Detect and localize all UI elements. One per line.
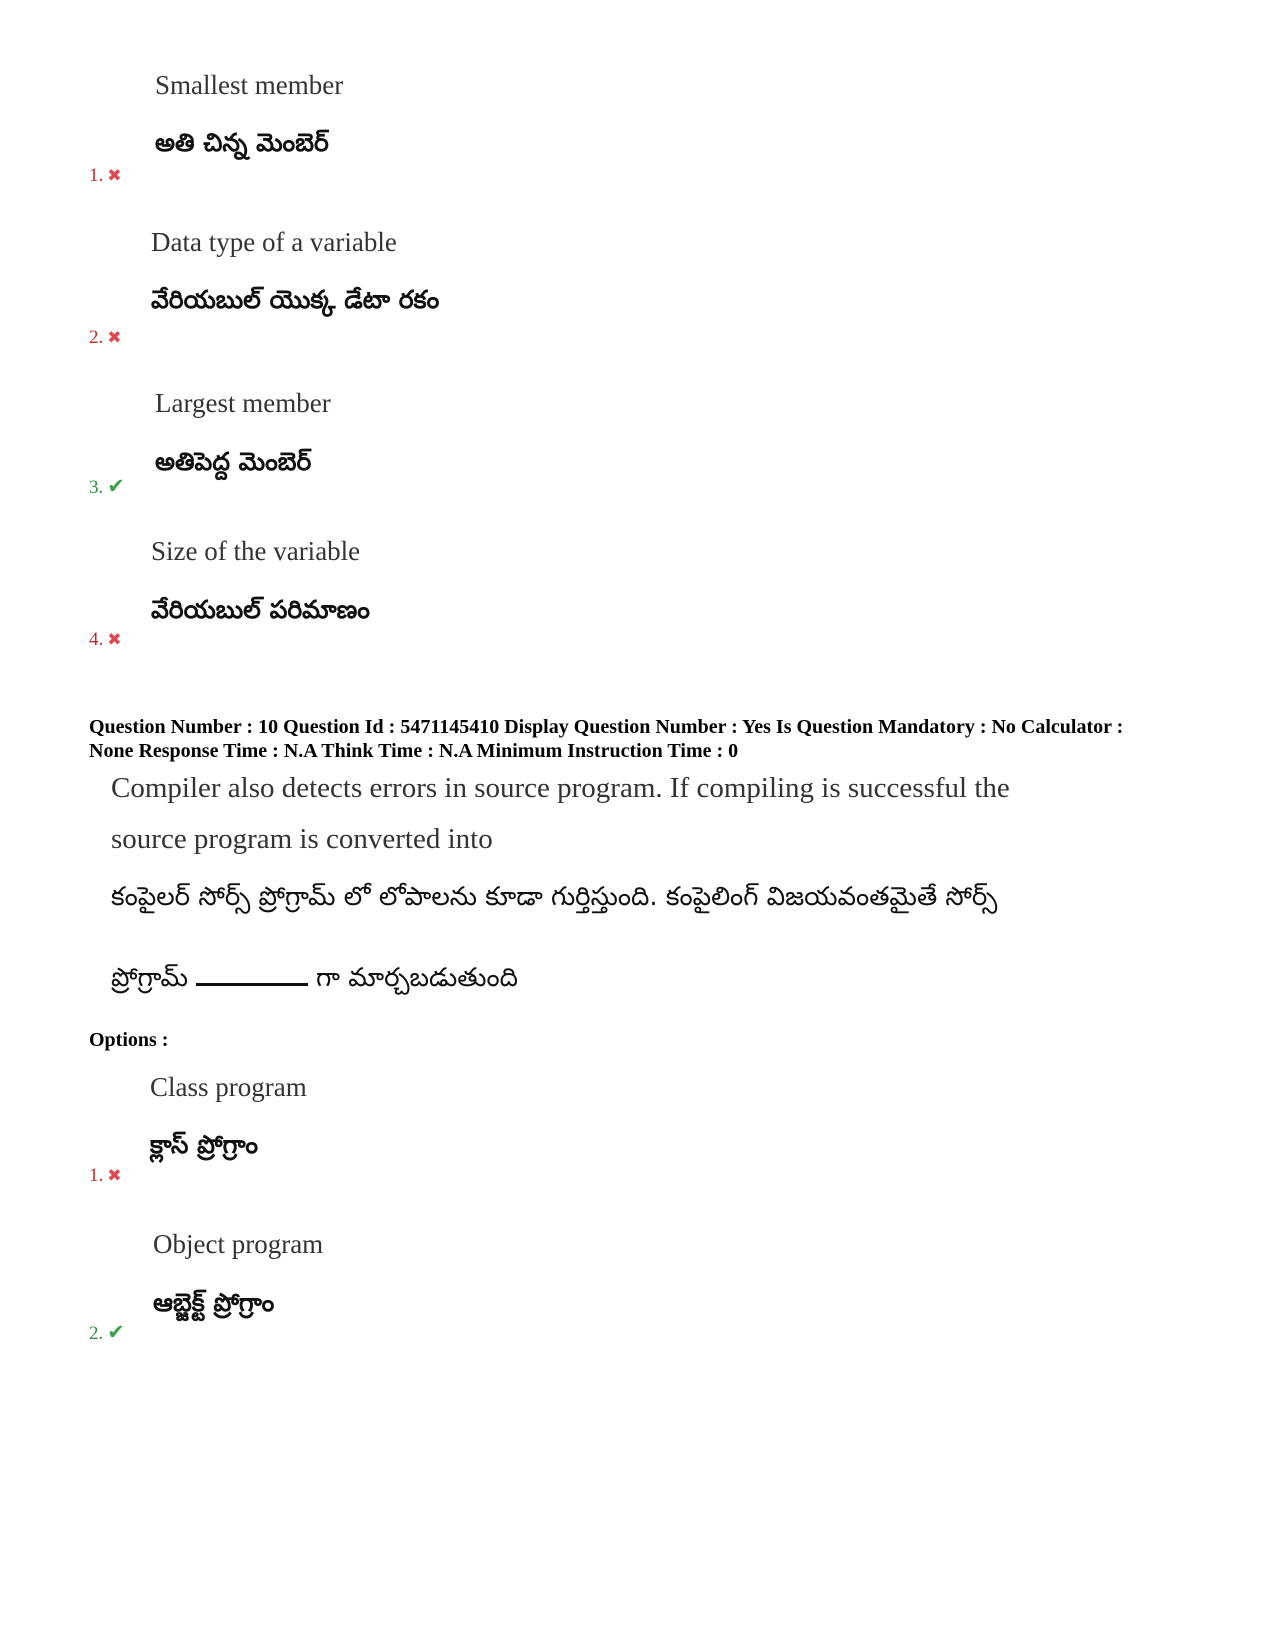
option-text-en: Largest member	[155, 388, 331, 418]
question-meta-line-1: Question Number : 10 Question Id : 5471145410 Display Question Number : Yes Is Question Mandatory : No Calculator :	[89, 716, 1124, 738]
option-text-te: ఆబ్జెక్ట్ ప్రోగ్రాం	[153, 1288, 275, 1317]
check-icon: ✔	[107, 474, 125, 498]
option-text-te: అతి చిన్న మెంబెర్	[155, 128, 329, 157]
option-number-label: 4.	[89, 629, 104, 650]
question-text-en-line-2: source program is converted into	[111, 823, 493, 855]
option-text-te: వేరియబుల్ యొక్క డేటా రకం	[151, 285, 440, 314]
cross-icon: ✖	[107, 630, 122, 649]
cross-icon: ✖	[107, 166, 122, 185]
option-number	[89, 629, 122, 651]
option-text-te: అతిపెద్ద మెంబెర్	[155, 447, 312, 476]
option-number-label: 3.	[89, 477, 104, 498]
question-text-te-line-2	[111, 963, 518, 999]
option-text-en: Smallest member	[155, 70, 344, 100]
answer-blank	[196, 982, 308, 986]
option-text-en: Class program	[150, 1072, 307, 1102]
option-text-en: Size of the variable	[151, 536, 361, 566]
option-number	[89, 327, 122, 349]
cross-icon: ✖	[107, 328, 122, 347]
option-number-label: 2.	[89, 327, 104, 348]
question-meta	[89, 715, 1199, 763]
question-meta-line-2: None Response Time : N.A Think Time : N.A Minimum Instruction Time : 0	[89, 740, 739, 762]
option-text-en: Data type of a variable	[151, 227, 397, 257]
option-text-te: క్లాస్ ప్రోగ్రాం	[150, 1130, 259, 1159]
option-number-label: 2.	[89, 1323, 104, 1344]
option-number-label: 1.	[89, 165, 104, 186]
options-label: Options :	[89, 1029, 169, 1051]
question-text-te-before-blank: ప్రోగ్రామ్	[111, 963, 188, 993]
question-text-en-line-1: Compiler also detects errors in source program. If compiling is successful the	[111, 772, 1010, 804]
question-text-te-line-1: కంపైలర్ సోర్స్ ప్రోగ్రామ్ లో లోపాలను కూడా గుర్తిస్తుంది. కంపైలింగ్ విజయవంతమైతే సోర్స్	[111, 882, 998, 912]
option-number-label: 1.	[89, 1165, 104, 1186]
cross-icon: ✖	[107, 1166, 122, 1185]
option-text-en: Object program	[153, 1229, 324, 1259]
option-number	[89, 1320, 125, 1345]
option-number	[89, 474, 125, 499]
option-number	[89, 165, 122, 187]
option-number	[89, 1165, 122, 1187]
option-text-te: వేరియబుల్ పరిమాణం	[151, 595, 370, 624]
question-text-te-after-blank: గా మార్చబడుతుంది	[316, 963, 519, 993]
check-icon: ✔	[107, 1320, 125, 1344]
